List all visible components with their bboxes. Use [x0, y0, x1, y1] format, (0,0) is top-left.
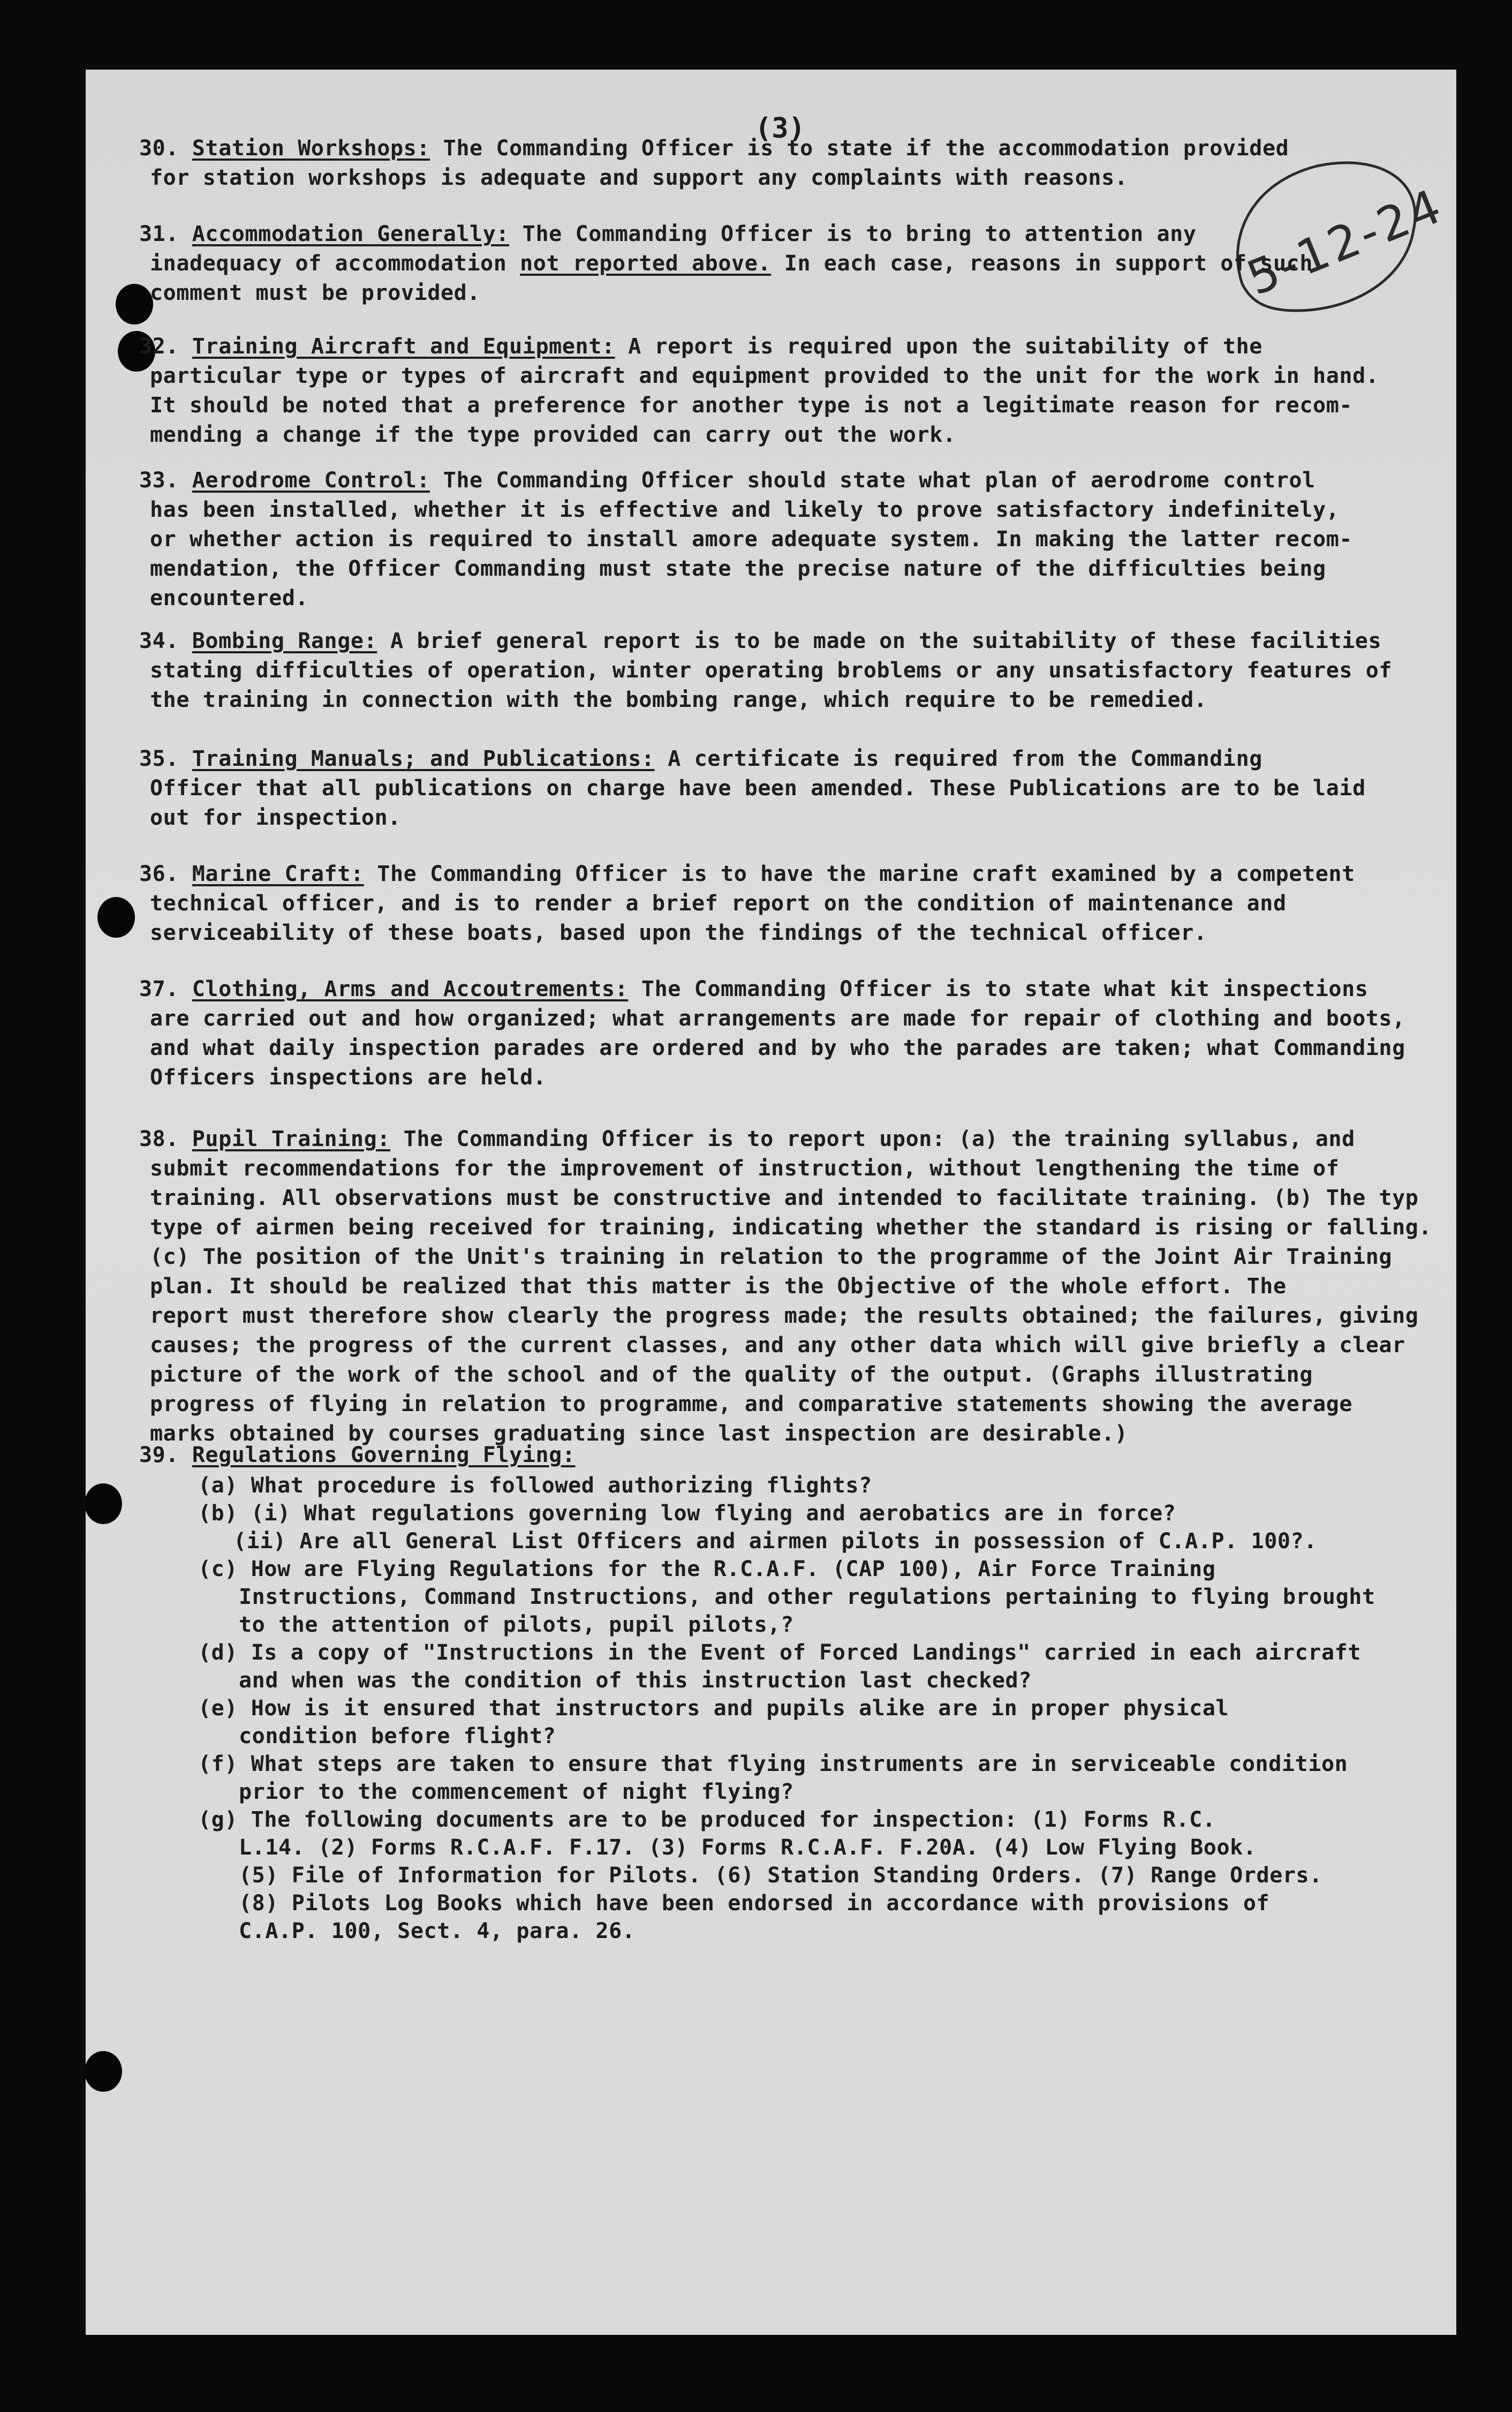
section-31	[139, 220, 1430, 308]
section-36	[139, 860, 1430, 948]
section-text: progress of flying in relation to programme, and comparative statements showing the average	[150, 1392, 1353, 1416]
document-page	[86, 70, 1456, 2335]
section-number: 35.	[139, 747, 179, 771]
list-item-continuation: L.14. (2) Forms R.C.A.F. F.17. (3) Forms R.C.A.F. F.20A. (4) Low Flying Book.	[239, 1835, 1257, 1860]
list-item-continuation: C.A.P. 100, Sect. 4, para. 26.	[239, 1919, 636, 1943]
section-text: (c) The position of the Unit's training in relation to the programme of the Joint Air Training	[150, 1245, 1393, 1269]
section-number: 37.	[139, 977, 179, 1001]
section-text: A certificate is required from the Commanding	[654, 747, 1262, 771]
section-text: Officers inspections are held.	[150, 1065, 547, 1090]
section-text: encountered.	[150, 586, 309, 610]
section-heading: Aerodrome Control:	[192, 468, 430, 493]
section-text: are carried out and how organized; what arrangements are made for repair of clothing and boots,	[150, 1006, 1405, 1031]
section-text: It should be noted that a preference for another type is not a legitimate reason for recom-	[150, 393, 1353, 418]
section-number: 33.	[139, 468, 179, 493]
list-item-continuation: and when was the condition of this instruction last checked?	[239, 1668, 1032, 1693]
section-heading: Training Manuals; and Publications:	[192, 747, 655, 771]
section-text: causes; the progress of the current classes, and any other data which will give briefly a clear	[150, 1333, 1405, 1358]
section-number: 30.	[139, 136, 179, 161]
section-39-items	[198, 1472, 1430, 1945]
section-text: stating difficulties of operation, winter operating broblems or any unsatisfactory features of	[150, 658, 1393, 683]
section-text: technical officer, and is to render a brief report on the condition of maintenance and	[150, 891, 1287, 916]
section-heading: Clothing, Arms and Accoutrements:	[192, 977, 629, 1001]
section-text: In each case, reasons in support of such	[771, 251, 1313, 276]
section-text: and what daily inspection parades are ordered and by who the parades are taken; what Commanding	[150, 1036, 1405, 1060]
section-text: The Commanding Officer is to bring to attention any	[509, 222, 1197, 246]
section-number: 39.	[139, 1443, 179, 1467]
section-text: The Commanding Officer is to state what kit inspections	[628, 977, 1369, 1001]
section-34	[139, 627, 1430, 715]
section-text: submit recommendations for the improvement of instruction, without lengthening the time of	[150, 1156, 1340, 1181]
section-text: mending a change if the type provided can carry out the work.	[150, 423, 956, 447]
list-item: (f) What steps are taken to ensure that flying instruments are in serviceable condition	[198, 1752, 1348, 1776]
list-item: (d) Is a copy of "Instructions in the Event of Forced Landings" carried in each aircraft	[198, 1640, 1362, 1665]
section-text: or whether action is required to install amore adequate system. In making the latter recom-	[150, 527, 1353, 552]
section-text: comment must be provided.	[150, 281, 481, 305]
section-30	[139, 134, 1430, 193]
section-text: The Commanding Officer is to report upon: (a) the training syllabus, and	[390, 1127, 1355, 1151]
section-number: 31.	[139, 222, 179, 246]
section-text: A brief general report is to be made on the suitability of these facilities	[377, 629, 1382, 653]
list-item: (a) What procedure is followed authorizing flights?	[198, 1473, 872, 1498]
section-text: picture of the work of the school and of the quality of the output. (Graphs illustrating	[150, 1362, 1313, 1387]
section-heading: Training Aircraft and Equipment:	[192, 334, 615, 359]
section-text: has been installed, whether it is effective and likely to prove satisfactory indefinitely,	[150, 498, 1340, 522]
section-text: particular type or types of aircraft and equipment provided to the unit for the work in hand.	[150, 364, 1379, 388]
punch-hole	[97, 897, 135, 938]
section-text: out for inspection.	[150, 805, 401, 830]
list-item: (g) The following documents are to be produced for inspection: (1) Forms R.C.	[198, 1807, 1216, 1832]
section-heading: Station Workshops:	[192, 136, 430, 161]
section-text: marks obtained by courses graduating since last inspection are desirable.)	[150, 1421, 1128, 1446]
section-text: A report is required upon the suitability of the	[615, 334, 1262, 359]
list-item: (c) How are Flying Regulations for the R.C.A.F. (CAP 100), Air Force Training	[198, 1557, 1216, 1581]
section-37	[139, 975, 1430, 1092]
section-text: inadequacy of accommodation	[150, 251, 520, 276]
section-text: mendation, the Officer Commanding must state the precise nature of the difficulties being	[150, 556, 1326, 581]
section-text: type of airmen being received for training, indicating whether the standard is rising or falling.	[150, 1215, 1432, 1240]
list-item-continuation: (8) Pilots Log Books which have been endorsed in accordance with provisions of	[239, 1891, 1270, 1916]
list-item-continuation: condition before flight?	[239, 1724, 556, 1748]
section-number: 32.	[139, 334, 179, 359]
page-number: (3)	[755, 112, 805, 145]
list-item-continuation: (5) File of Information for Pilots. (6) Station Standing Orders. (7) Range Orders.	[239, 1863, 1322, 1888]
section-text: Officer that all publications on charge have been amended. These Publications are to be laid	[150, 776, 1366, 801]
punch-hole	[116, 284, 153, 325]
section-text: report must therefore show clearly the progress made; the results obtained; the failures, giving	[150, 1303, 1419, 1328]
section-number: 36.	[139, 862, 179, 886]
section-heading: Pupil Training:	[192, 1127, 390, 1151]
section-heading: Marine Craft:	[192, 862, 364, 886]
section-number: 34.	[139, 629, 179, 653]
section-number: 38.	[139, 1127, 179, 1151]
section-text: training. All observations must be constructive and intended to facilitate training. (b) The typ	[150, 1186, 1419, 1210]
section-39	[139, 1441, 1430, 1470]
section-heading: Regulations Governing Flying:	[192, 1443, 576, 1467]
section-text: for station workshops is adequate and support any complaints with reasons.	[150, 165, 1128, 190]
section-text: The Commanding Officer is to state if the accommodation provided	[430, 136, 1289, 161]
section-heading: Bombing Range:	[192, 629, 377, 653]
list-item: (e) How is it ensured that instructors and pupils alike are in proper physical	[198, 1696, 1229, 1721]
punch-hole	[86, 2051, 122, 2092]
section-35	[139, 744, 1430, 833]
list-item: (ii) Are all General List Officers and airmen pilots in possession of C.A.P. 100?.	[233, 1529, 1317, 1554]
section-text: plan. It should be realized that this matter is the Objective of the whole effort. The	[150, 1274, 1287, 1299]
section-32	[139, 332, 1430, 450]
section-33	[139, 466, 1430, 613]
section-text: serviceability of these boats, based upon the findings of the technical officer.	[150, 921, 1207, 945]
list-item-continuation: to the attention of pilots, pupil pilots,?	[239, 1612, 794, 1637]
section-text: The Commanding Officer is to have the marine craft examined by a competent	[364, 862, 1355, 886]
list-item-continuation: prior to the commencement of night flying?	[239, 1780, 794, 1804]
underlined-phrase: not reported above.	[520, 251, 772, 276]
section-text: the training in connection with the bombing range, which require to be remedied.	[150, 688, 1207, 712]
list-item-continuation: Instructions, Command Instructions, and other regulations pertaining to flying brought	[239, 1585, 1375, 1609]
section-text: The Commanding Officer should state what plan of aerodrome control	[430, 468, 1316, 493]
stamp-date: 5-12-24	[1239, 177, 1451, 306]
list-item: (b) (i) What regulations governing low flying and aerobatics are in force?	[198, 1501, 1176, 1526]
section-heading: Accommodation Generally:	[192, 222, 510, 246]
section-38	[139, 1125, 1432, 1449]
punch-hole	[86, 1483, 122, 1524]
